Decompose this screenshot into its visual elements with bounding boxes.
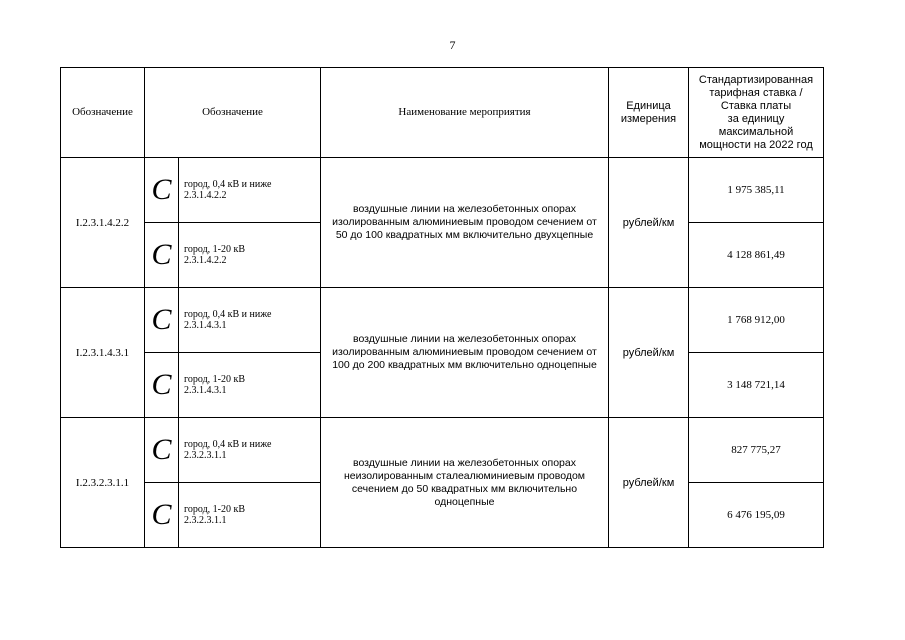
category-description [179, 158, 321, 223]
header-rate-line: за единицу [727, 112, 785, 125]
category-mark: C [145, 223, 179, 288]
category-mark: C [145, 288, 179, 353]
category-code: 2.3.1.4.3.1 [184, 320, 227, 331]
row-code: I.2.3.1.4.3.1 [61, 288, 145, 418]
measure-name: воздушные линии на железобетонных опорах изолированным алюминиевым проводом сечением от 100 до 200 квадратных мм включительно одноцепные [321, 288, 609, 418]
rate-value: 827 775,27 [689, 418, 824, 483]
category-label: город, 0,4 кВ и ниже [184, 179, 272, 190]
header-unit: Единица измерения [609, 68, 689, 158]
category-code: 2.3.1.4.2.2 [184, 255, 227, 266]
header-rate-line: мощности на 2022 год [699, 138, 813, 151]
category-code: 2.3.2.3.1.1 [184, 450, 227, 461]
measure-name: воздушные линии на железобетонных опорах неизолированным сталеалюминиевым проводом сечением до 50 квадратных мм включительно одноцепные [321, 418, 609, 548]
header-rate [689, 68, 824, 158]
table-row [61, 158, 824, 223]
category-label: город, 1-20 кВ [184, 374, 246, 385]
rate-value: 1 768 912,00 [689, 288, 824, 353]
header-designation-2: Обозначение [145, 68, 321, 158]
rate-value: 6 476 195,09 [689, 483, 824, 548]
category-description [179, 223, 321, 288]
header-rate-line: Ставка платы [720, 99, 792, 112]
header-rate-line: тарифная ставка / [709, 86, 803, 99]
category-label: город, 0,4 кВ и ниже [184, 439, 272, 450]
category-mark: C [145, 483, 179, 548]
header-designation-1: Обозначение [61, 68, 145, 158]
category-mark: C [145, 158, 179, 223]
category-label: город, 1-20 кВ [184, 244, 246, 255]
unit: рублей/км [609, 288, 689, 418]
category-description [179, 353, 321, 418]
row-code: I.2.3.2.3.1.1 [61, 418, 145, 548]
category-description [179, 483, 321, 548]
rate-value: 1 975 385,11 [689, 158, 824, 223]
category-code: 2.3.2.3.1.1 [184, 515, 227, 526]
category-label: город, 0,4 кВ и ниже [184, 309, 272, 320]
rate-value: 3 148 721,14 [689, 353, 824, 418]
unit: рублей/км [609, 418, 689, 548]
table-row [61, 288, 824, 353]
measure-name: воздушные линии на железобетонных опорах изолированным алюминиевым проводом сечением от 50 до 100 квадратных мм включительно двухцепные [321, 158, 609, 288]
category-description [179, 288, 321, 353]
category-mark: C [145, 353, 179, 418]
category-label: город, 1-20 кВ [184, 504, 246, 515]
tariff-table [60, 67, 824, 548]
category-description [179, 418, 321, 483]
category-code: 2.3.1.4.2.2 [184, 190, 227, 201]
page-number: 7 [449, 38, 456, 52]
header-rate-line: Стандартизированная [698, 73, 814, 86]
rate-value: 4 128 861,49 [689, 223, 824, 288]
row-code: I.2.3.1.4.2.2 [61, 158, 145, 288]
category-code: 2.3.1.4.3.1 [184, 385, 227, 396]
table-row [61, 418, 824, 483]
header-row [61, 68, 824, 158]
category-mark: C [145, 418, 179, 483]
header-rate-line: максимальной [718, 125, 794, 138]
unit: рублей/км [609, 158, 689, 288]
header-measure-name: Наименование мероприятия [321, 68, 609, 158]
